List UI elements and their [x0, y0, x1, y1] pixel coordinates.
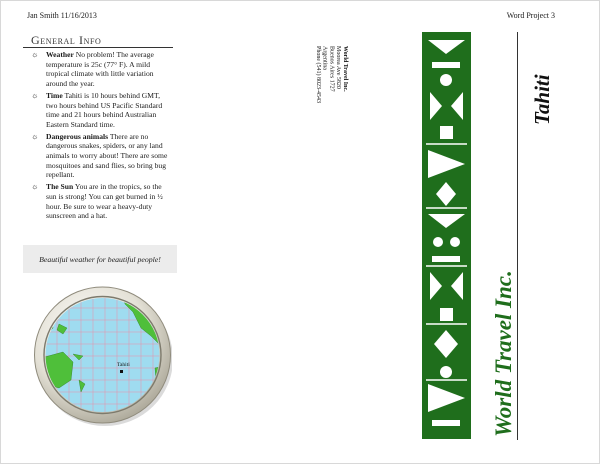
company-name-vertical — [481, 171, 521, 441]
cover-divider — [517, 32, 518, 440]
section-divider — [23, 47, 173, 48]
tagline-text: Beautiful weather for beautiful people! — [39, 254, 161, 264]
project-title: Word Project 3 — [506, 11, 555, 20]
address-company: World Travel Inc. — [342, 46, 348, 92]
sun-bullet-icon: ☼ — [31, 90, 39, 100]
list-item — [31, 132, 173, 181]
item-text: You are in the tropics, so the sun is strong! You can get burned in ½ hour. Be sure to wear a heavy-duty sunscreen and a hat. — [46, 182, 163, 221]
tahiti-map-label: Tahiti — [117, 362, 130, 368]
item-text: No problem! The average temperature is 25c (77° F). A mild tropical climate with little variation around the year. — [46, 50, 154, 89]
item-label: Weather — [46, 50, 74, 59]
list-item — [31, 50, 173, 89]
address-line: Moorea Ave 5820 — [335, 46, 342, 89]
tahiti-marker — [120, 370, 123, 373]
item-label: Time — [46, 90, 63, 100]
address-line: Buenos Aires 1727 — [328, 46, 335, 92]
address-phone: Phone (541) 8023-4543 — [314, 46, 321, 103]
section-title: General Info — [31, 33, 102, 47]
tribal-pattern-stripe — [422, 32, 471, 439]
sun-bullet-icon: ☼ — [31, 182, 39, 192]
author-date: Jan Smith 11/16/2013 — [27, 11, 97, 20]
tagline-banner — [23, 245, 177, 273]
sun-bullet-icon: ☼ — [31, 131, 39, 141]
list-item — [31, 91, 173, 130]
sun-bullet-icon: ☼ — [31, 50, 39, 59]
destination-title: Tahiti — [530, 74, 554, 125]
destination-title-vertical — [527, 33, 557, 128]
list-item — [31, 182, 173, 221]
info-list — [31, 50, 173, 223]
address-line: Argentina — [321, 46, 328, 70]
item-text: There are no dangerous snakes, spiders, or any land animals to worry about! There are some mosquitoes and sand flies, so bring bug repellant. — [46, 131, 168, 180]
address-block — [311, 41, 361, 161]
item-label: Dangerous animals — [46, 131, 109, 141]
pacific-map-image — [33, 284, 172, 426]
company-name: World Travel Inc. — [491, 270, 516, 437]
item-text: Tahiti is 10 hours behind GMT, two hours behind US Pacific Standard time and 21 hours behind Australian Eastern Standard time. — [46, 90, 163, 129]
item-label: The Sun — [46, 182, 74, 192]
